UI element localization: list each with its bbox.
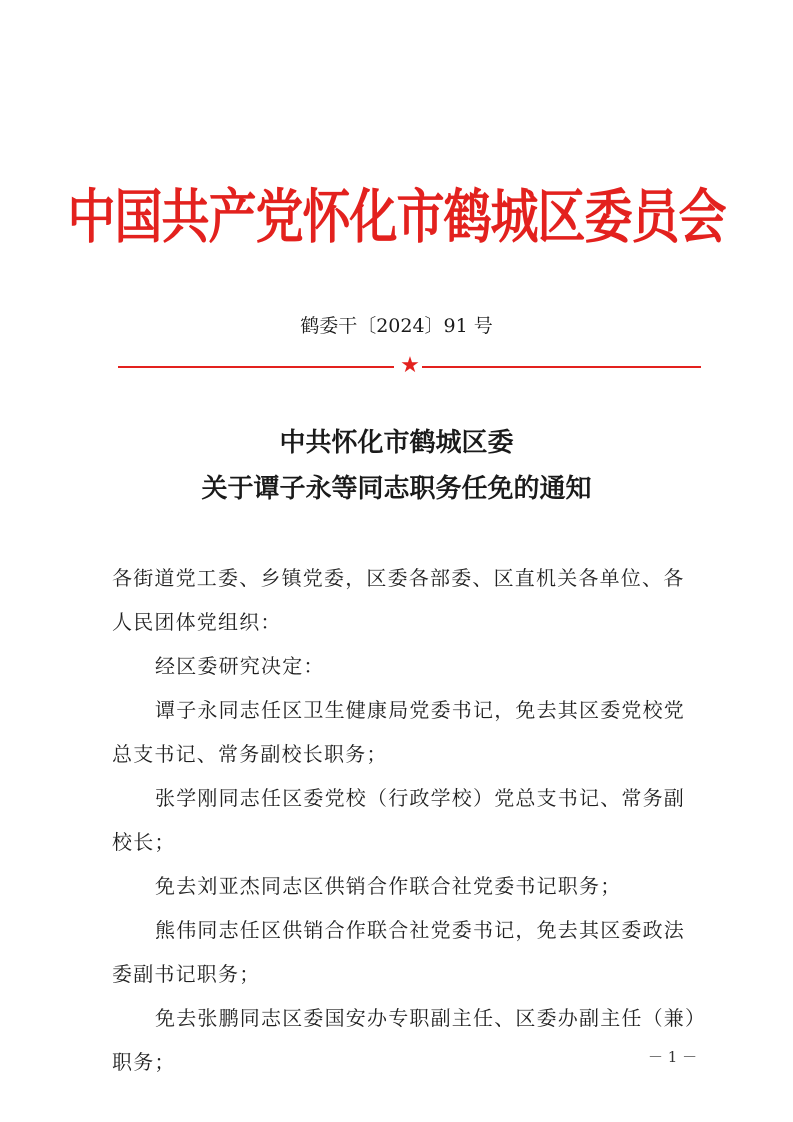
body-line-item-3: 免去刘亚杰同志区供销合作联合社党委书记职务； bbox=[155, 874, 622, 898]
red-separator bbox=[118, 353, 701, 380]
body-line-decision: 经区委研究决定： bbox=[155, 654, 325, 678]
document-number: 鹤委干〔2024〕91 号 bbox=[300, 315, 493, 337]
notice-title-line-1: 中共怀化市鹤城区委 bbox=[279, 428, 514, 458]
body-line-item-1: 谭子永同志任区卫生健康局党委书记，免去其区委党校党 bbox=[155, 698, 685, 722]
body-line-item-5-cont: 职务； bbox=[112, 1050, 176, 1074]
notice-title-line-2: 关于谭子永等同志职务任免的通知 bbox=[201, 474, 592, 504]
document-masthead: 中国共产党怀化市鹤城区委员会 bbox=[67, 183, 726, 252]
body-line-addressees: 各街道党工委、乡镇党委，区委各部委、区直机关各单位、各 bbox=[112, 566, 685, 590]
body-line-item-4: 熊伟同志任区供销合作联合社党委书记，免去其区委政法 bbox=[155, 918, 685, 942]
body-line-item-5: 免去张鹏同志区委国安办专职副主任、区委办副主任（兼） bbox=[155, 1006, 707, 1030]
page-number: － 1 － bbox=[648, 1048, 698, 1066]
star-icon: ★ bbox=[400, 353, 420, 378]
red-rule-left bbox=[118, 366, 394, 368]
body-line-item-2-cont: 校长； bbox=[112, 830, 176, 854]
body-line-addressees-cont: 人民团体党组织： bbox=[112, 610, 282, 634]
body-line-item-1-cont: 总支书记、常务副校长职务； bbox=[112, 742, 388, 766]
body-line-item-4-cont: 委副书记职务； bbox=[112, 962, 261, 986]
red-rule-right bbox=[422, 366, 701, 368]
body-line-item-2: 张学刚同志任区委党校（行政学校）党总支书记、常务副 bbox=[155, 786, 685, 810]
